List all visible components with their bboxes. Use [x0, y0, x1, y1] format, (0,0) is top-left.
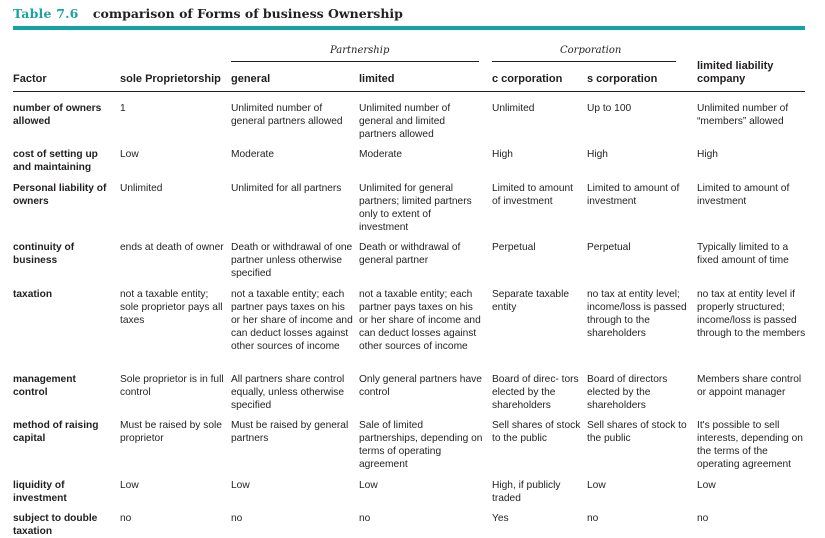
cell-c-corporation: Yes [492, 513, 509, 524]
partnership-rule [231, 61, 479, 62]
row-factor: subject to double taxation [13, 513, 98, 537]
col-header-general: general [231, 73, 271, 85]
cell-c-corporation: Board of direc- tors elected by the shareholders [492, 374, 579, 411]
cell-c-corporation: Separate taxable entity [492, 289, 570, 313]
row-factor: continuity of business [13, 242, 75, 266]
cell-limited: no [359, 513, 371, 524]
cell-llc: Limited to amount of investment [697, 183, 790, 207]
cell-limited: Unlimited for general partners; limited partners only to extent of investment [359, 183, 472, 233]
col-header-c-corporation: c corporation [492, 73, 563, 85]
cell-general: Low [231, 480, 250, 491]
cell-s-corporation: Up to 100 [587, 103, 632, 114]
cell-c-corporation: Limited to amount of investment [492, 183, 573, 207]
col-header-sole-proprietorship: sole Proprietorship [120, 73, 221, 85]
cell-s-corporation: Limited to amount of investment [587, 183, 680, 207]
cell-s-corporation: Sell shares of stock to the public [587, 420, 687, 444]
col-header-llc: limited liability company [697, 60, 774, 85]
cell-sole-proprietorship: ends at death of owner [120, 242, 224, 253]
col-header-s-corporation: s corporation [587, 73, 658, 85]
cell-c-corporation: High [492, 149, 513, 160]
cell-general: not a taxable entity; each partner pays taxes on his or her share of income and can deduct losses against other sources of income [231, 289, 353, 352]
cell-llc: Typically limited to a fixed amount of time [697, 242, 789, 266]
row-factor: taxation [13, 289, 53, 300]
cell-c-corporation: Unlimited [492, 103, 535, 114]
cell-s-corporation: Low [587, 480, 606, 491]
col-header-factor: Factor [13, 73, 47, 85]
cell-general: Unlimited for all partners [231, 183, 342, 194]
cell-general: Must be raised by general partners [231, 420, 349, 444]
cell-limited: Sale of limited partnerships, depending on terms of operating agreement [359, 420, 483, 470]
cell-limited: Low [359, 480, 378, 491]
group-label-corporation: Corporation [560, 45, 622, 56]
cell-sole-proprietorship: Low [120, 480, 139, 491]
header-rule [13, 91, 805, 92]
cell-c-corporation: High, if publicly traded [492, 480, 561, 504]
cell-s-corporation: Board of directors elected by the shareholders [587, 374, 668, 411]
cell-limited: Only general partners have control [359, 374, 482, 398]
cell-c-corporation: Perpetual [492, 242, 536, 253]
cell-s-corporation: no [587, 513, 599, 524]
cell-llc: Low [697, 480, 716, 491]
cell-sole-proprietorship: not a taxable entity; sole proprietor pays all taxes [120, 289, 223, 326]
cell-s-corporation: High [587, 149, 608, 160]
row-factor: number of owners allowed [13, 103, 102, 127]
row-factor: method of raising capital [13, 420, 99, 444]
cell-c-corporation: Sell shares of stock to the public [492, 420, 581, 444]
cell-sole-proprietorship: Unlimited [120, 183, 163, 194]
row-factor: liquidity of investment [13, 480, 67, 504]
cell-limited: Unlimited number of general and limited partners allowed [359, 103, 451, 140]
cell-limited: Death or withdrawal of general partner [359, 242, 461, 266]
col-header-limited: limited [359, 73, 395, 85]
cell-limited: Moderate [359, 149, 403, 160]
cell-general: All partners share control equally, unless otherwise specified [231, 374, 345, 411]
cell-llc: no tax at entity level if properly structured; income/loss is passed through to the members [697, 289, 806, 339]
cell-llc: no [697, 513, 709, 524]
cell-general: Death or withdrawal of one partner unless otherwise specified [231, 242, 353, 279]
cell-general: no [231, 513, 243, 524]
cell-llc: Members share control or appoint manager [697, 374, 802, 398]
cell-limited: not a taxable entity; each partner pays taxes on his or her share of income and can deduct losses against other sources of income [359, 289, 481, 352]
table-title [13, 6, 403, 21]
cell-sole-proprietorship: Low [120, 149, 139, 160]
cell-s-corporation: no tax at entity level; income/loss is passed through to the shareholders [587, 289, 687, 339]
cell-general: Moderate [231, 149, 275, 160]
table-number: Table 7.6 [13, 6, 79, 21]
cell-sole-proprietorship: Sole proprietor is in full control [120, 374, 224, 398]
row-factor: cost of setting up and maintaining [13, 149, 98, 173]
cell-llc: It's possible to sell interests, depending on the terms of the operating agreement [697, 420, 803, 470]
corporation-rule [492, 61, 676, 62]
cell-sole-proprietorship: no [120, 513, 132, 524]
cell-llc: Unlimited number of “members” allowed [697, 103, 789, 127]
table-caption: comparison of Forms of business Ownership [92, 6, 403, 21]
row-factor: Personal liability of owners [13, 183, 107, 207]
row-factor: management control [13, 374, 76, 398]
group-label-partnership: Partnership [330, 45, 390, 56]
cell-sole-proprietorship: 1 [120, 103, 126, 114]
title-rule [13, 26, 805, 30]
cell-general: Unlimited number of general partners allowed [231, 103, 343, 127]
cell-llc: High [697, 149, 718, 160]
cell-s-corporation: Perpetual [587, 242, 631, 253]
cell-sole-proprietorship: Must be raised by sole proprietor [120, 420, 222, 444]
